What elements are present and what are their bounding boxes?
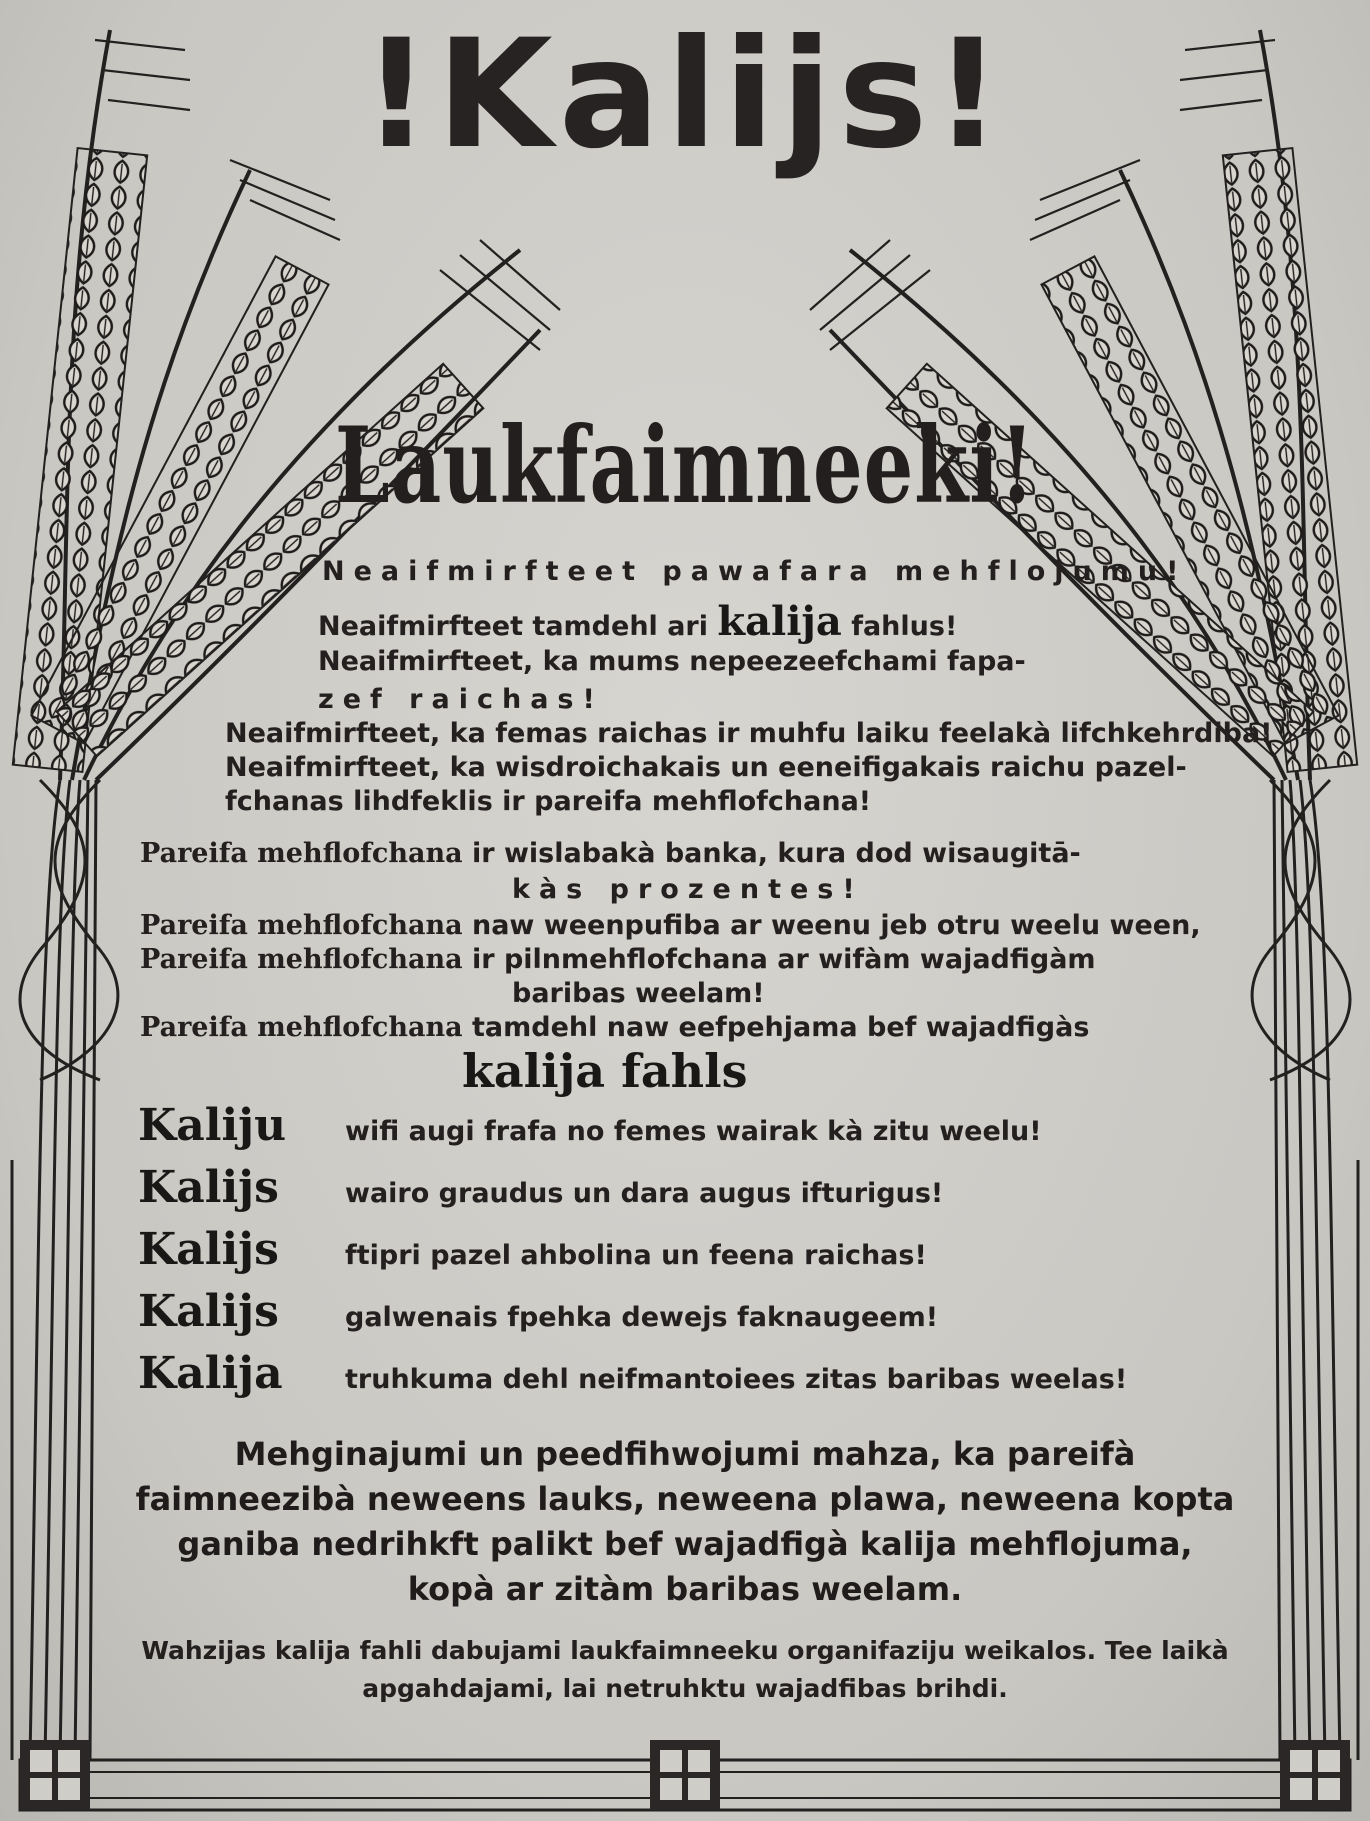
kalijs-item-3-text: ftipri pazel ahbolina un feena raichas!	[345, 1240, 927, 1271]
intro-line-7: fchanas lihdfeklis ir pareifa mehflofchana!	[225, 786, 872, 817]
kalijs-item-3-name: Kalijs	[138, 1224, 279, 1275]
intro-kalija-word: kalija	[717, 598, 842, 645]
pareisa-label-3: Pareifa mehflofchana	[140, 944, 463, 975]
kalijs-item-1-name: Kaliju	[138, 1100, 287, 1151]
page-subtitle: Laukfaimneeki!	[334, 405, 1036, 528]
intro-line-2	[318, 598, 957, 645]
experience-paragraph: Mehginajumi un peedfihwojumi mahza, ka pareifà faimneezibà neweens lauks, neweena plawa, neweena kopta ganiba nedrihkft palikt bef wajadfigà kalija mehflojuma, kopà ar zitàm baribas weelam.	[135, 1435, 1235, 1608]
kalijs-item-4-text: galwenais fpehka dewejs faknaugeem!	[345, 1302, 939, 1333]
pareisa-line-1	[140, 838, 1081, 869]
pareisa-text-2: naw weenpufiba ar weenu jeb otru weelu ween,	[471, 910, 1201, 941]
kalijs-item-4-name: Kalijs	[138, 1286, 279, 1337]
pareisa-line-3	[140, 944, 1096, 975]
pareisa-text-4: tamdehl naw eefpehjama bef wajadfigàs	[471, 1012, 1090, 1043]
intro-line-2-text: Neaifmirfteet tamdehl ari	[318, 611, 708, 642]
pareisa-line-1b: kàs prozentes!	[512, 874, 864, 905]
pareisa-label-4: Pareifa mehflofchana	[140, 1012, 463, 1043]
kalijs-item-5-name: Kalija	[138, 1348, 283, 1399]
footer-note: Wahzijas kalija fahli dabujami laukfaimneeku organifaziju weikalos. Tee laikà apgahdajami, lai netruhktu wajadfibas brihdi.	[141, 1636, 1229, 1703]
kalijs-item-2-name: Kalijs	[138, 1162, 279, 1213]
pareisa-label-2: Pareifa mehflofchana	[140, 910, 463, 941]
kalijs-item-5-text: truhkuma dehl neifmantoiees zitas baribas weelas!	[345, 1364, 1128, 1395]
pareisa-line-3b: baribas weelam!	[512, 978, 765, 1009]
kalijs-item-1-text: wifi augi frafa no femes wairak kà zitu weelu!	[345, 1116, 1042, 1147]
pareisa-text-3: ir pilnmehflofchana ar wifàm wajadfigàm	[471, 944, 1096, 975]
kalijs-item-2-text: wairo graudus un dara augus ifturigus!	[345, 1178, 944, 1209]
intro-line-6: Neaifmirfteet, ka wisdroichakais un eeneifigakais raichu pazel-	[225, 752, 1187, 783]
pareisa-label-1: Pareifa mehflofchana	[140, 838, 463, 869]
page-title: !Kalijs!	[362, 8, 1008, 182]
kalija-sahls-heading: kalija fahls	[462, 1044, 748, 1098]
intro-line-2-end: fahlus!	[851, 611, 958, 642]
pareisa-line-4	[140, 1012, 1089, 1043]
intro-line-1: Neaifmirfteet pawafara mehflojumu!	[322, 556, 1188, 587]
intro-line-3: Neaifmirfteet, ka mums nepeezeefchami fapa-	[318, 646, 1026, 677]
pareisa-line-2	[140, 910, 1201, 941]
intro-line-5: Neaifmirfteet, ka femas raichas ir muhfu laiku feelakà lifchkehrdiba!	[225, 718, 1273, 749]
intro-line-4: zef raichas!	[318, 684, 604, 715]
pareisa-text-1: ir wislabakà banka, kura dod wisaugitā-	[471, 838, 1081, 869]
